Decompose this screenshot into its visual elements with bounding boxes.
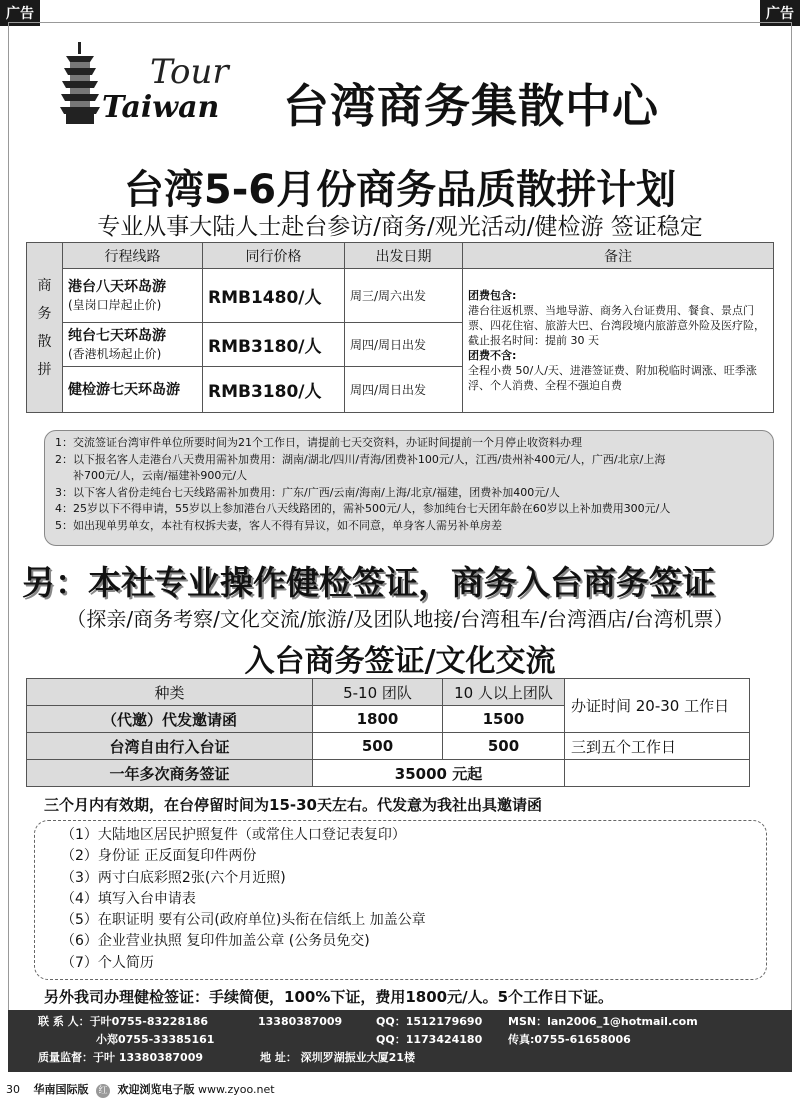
note-item: 5：如出现单男单女，本社有权拆夫妻，客人不得有异议，如不同意，单身客人需另补单房差 — [55, 518, 502, 532]
edition-badge-icon: 红 — [96, 1084, 110, 1098]
visa-type-cell: 台湾自由行入台证 — [27, 733, 313, 760]
visa-type-cell: （代邀）代发邀请函 — [27, 706, 313, 733]
route-cell: 健检游七天环岛游 — [63, 367, 203, 413]
contact-msn: MSN：lan2006_1@hotmail.com — [508, 1015, 698, 1028]
edition-label: 华南国际版 — [33, 1083, 89, 1096]
side-label: 商 务 散 拼 — [27, 243, 63, 413]
contact-phone-1: 13380387009 — [258, 1015, 343, 1028]
tour-table-header — [27, 243, 774, 269]
contact-fax: 传真:0755-61658006 — [508, 1033, 631, 1046]
document-item: （6）企业营业执照 复印件加盖公章 (公务员免交) — [61, 933, 370, 950]
route-cell: 纯台七天环岛游 (香港机场起止价) — [63, 323, 203, 367]
visa-table — [26, 678, 750, 787]
document-item: （2）身份证 正反面复印件两份 — [61, 848, 257, 865]
plan-title: 台湾5-6月份商务品质散拼计划 — [123, 167, 677, 213]
processing-time: 办证时间 20-30 工作日 — [565, 679, 750, 733]
services-line: （探亲/商务考察/文化交流/旅游/及团队地接/台湾租车/台湾酒店/台湾机票） — [66, 607, 734, 631]
visa-price-cell: 500 — [443, 733, 565, 760]
price-cell: RMB3180/人 — [203, 367, 345, 413]
header-large-group: 10 人以上团队 — [443, 679, 565, 706]
visa-heading: 入台商务签证/文化交流 — [244, 644, 556, 679]
empty-cell — [565, 760, 750, 787]
note-item: 1：交流签证台湾审件单位所要时间为21个工作日，请提前七天交资料，办证时间提前一个月停止收资料办理 — [55, 436, 582, 449]
page-footer — [6, 1081, 275, 1098]
price-cell: RMB1480/人 — [203, 269, 345, 323]
price-cell: RMB3180/人 — [203, 323, 345, 367]
contact-person-1: 联 系 人：于叶0755-83228186 — [38, 1015, 209, 1028]
date-cell: 周三/周六出发 — [345, 269, 463, 323]
plan-subtitle: 专业从事大陆人士赴台参访/商务/观光活动/健检游 签证稳定 — [97, 214, 703, 240]
visa-price-cell: 500 — [313, 733, 443, 760]
ad-tag-right: 广告 — [760, 0, 800, 26]
notes-box — [44, 430, 774, 546]
header-price: 同行价格 — [203, 243, 345, 269]
note-item: 补700元/人，云南/福建补900元/人 — [73, 469, 248, 482]
visa-price-cell: 35000 元起 — [313, 760, 565, 787]
validity-line: 三个月内有效期，在台停留时间为15-30天左右。代发意为我社出具邀请函 — [44, 796, 542, 814]
date-cell: 周四/周日出发 — [345, 323, 463, 367]
header-remarks: 备注 — [463, 243, 774, 269]
visa-type-cell: 一年多次商务签证 — [27, 760, 313, 787]
header-route: 行程线路 — [63, 243, 203, 269]
health-visa-line: 另外我司办理健检签证：手续简便，100%下证，费用1800元/人。5个工作日下证。 — [44, 988, 614, 1006]
contact-person-2: 小郑0755-33385161 — [96, 1033, 215, 1046]
page-number: 30 — [6, 1083, 20, 1096]
table-row — [27, 760, 750, 787]
documents-box — [34, 820, 767, 980]
document-item: （4）填写入台申请表 — [61, 890, 196, 907]
logo-tour-text: Tour — [150, 52, 229, 92]
page-title: 台湾商务集散中心 — [283, 79, 659, 133]
header-date: 出发日期 — [345, 243, 463, 269]
note-item: 4：25岁以下不得申请，55岁以上参加港台八天线路团的，需补500元/人，参加纯台七天团年龄在60岁以上补加费用300元/人 — [55, 502, 671, 515]
contact-address: 地 址： 深圳罗湖振业大厦21楼 — [260, 1051, 415, 1064]
contact-bar — [8, 1010, 792, 1072]
another-banner: 另：本社专业操作健检签证，商务入台商务签证 — [22, 563, 715, 602]
document-item: （5）在职证明 要有公司(政府单位)头衔在信纸上 加盖公章 — [61, 912, 426, 929]
table-row — [27, 269, 774, 323]
document-item: （7）个人简历 — [61, 954, 154, 971]
document-item: （3）两寸白底彩照2张(六个月近照) — [61, 869, 286, 886]
header-small-group: 5-10 团队 — [313, 679, 443, 706]
visa-table-header — [27, 679, 750, 706]
logo-taiwan-text: Taiwan — [102, 90, 220, 125]
site-link[interactable]: www.zyoo.net — [198, 1083, 275, 1096]
remarks-cell: 团费包含: 港台往返机票、当地导游、商务入台证费用、餐食、景点门票、四花住宿、旅游大巴、台湾段境内旅游意外险及医疗险，截止报名时间：提前 30 天 团费不含: 全程小费 50/人/天、进港签证费、附加税临时调涨、旺季涨浮、个人消费、全程不强迫自费 — [463, 269, 774, 413]
header-type: 种类 — [27, 679, 313, 706]
visa-price-cell: 1500 — [443, 706, 565, 733]
note-item: 2：以下报名客人走港台八天费用需补加费用：湖南/湖北/四川/青海/团费补100元/人，江西/贵州补400元/人，广西/北京/上海 — [55, 452, 666, 466]
note-item: 3：以下客人省份走纯台七天线路需补加费用：广东/广西/云南/海南/上海/北京/福建，团费补加400元/人 — [55, 485, 560, 499]
contact-qq-2: QQ：1173424180 — [376, 1033, 483, 1046]
ad-tag-left: 广告 — [0, 0, 40, 26]
processing-time: 三到五个工作日 — [565, 733, 750, 760]
document-item: （1）大陆地区居民护照复件（或常住人口登记表复印） — [61, 827, 406, 843]
tour-table — [26, 242, 774, 413]
quality-supervisor: 质量监督：于叶 13380387009 — [38, 1051, 204, 1064]
route-cell: 港台八天环岛游 (皇岗口岸起止价) — [63, 269, 203, 323]
welcome-text: 欢迎浏览电子版 — [117, 1083, 195, 1096]
visa-price-cell: 1800 — [313, 706, 443, 733]
table-row — [27, 733, 750, 760]
date-cell: 周四/周日出发 — [345, 367, 463, 413]
contact-qq-1: QQ：1512179690 — [376, 1015, 483, 1028]
